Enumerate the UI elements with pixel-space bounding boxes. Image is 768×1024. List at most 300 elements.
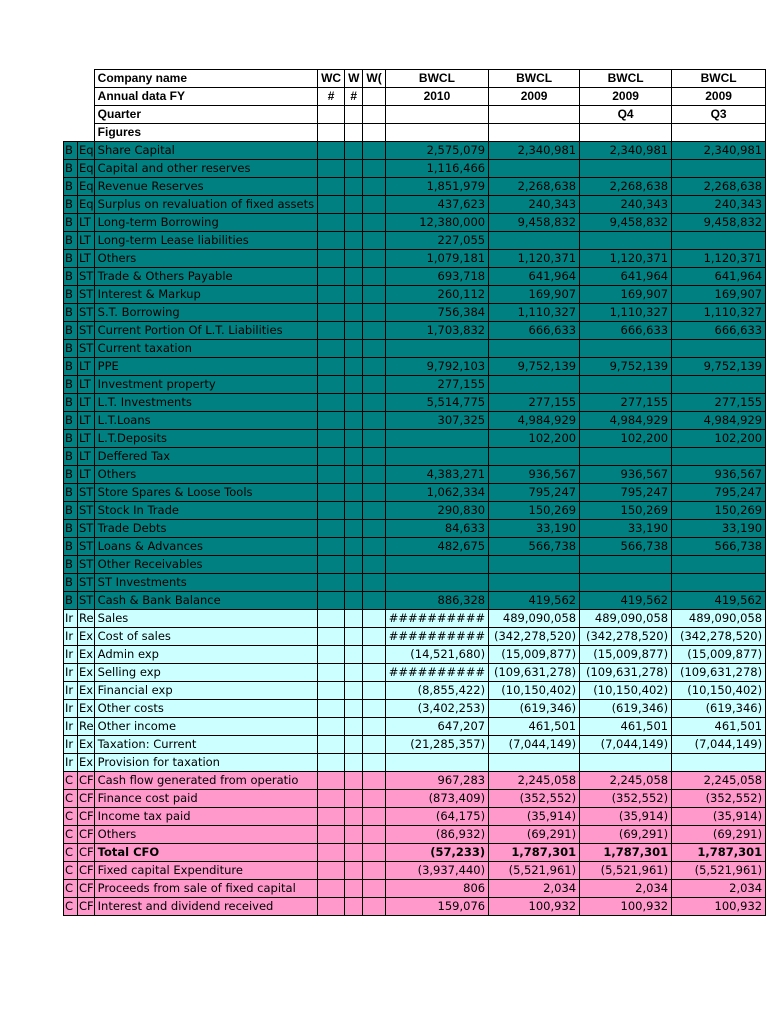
empty-cell[interactable] <box>363 538 385 556</box>
value-cell[interactable]: (35,914) <box>672 808 766 826</box>
column-header-cell[interactable] <box>385 106 488 124</box>
value-cell[interactable]: 1,851,979 <box>385 178 488 196</box>
empty-cell[interactable] <box>345 664 363 682</box>
value-cell[interactable]: 419,562 <box>672 592 766 610</box>
empty-cell[interactable] <box>363 520 385 538</box>
value-cell[interactable]: (15,009,877) <box>672 646 766 664</box>
narrow-header-cell[interactable] <box>363 124 385 142</box>
value-cell[interactable]: 461,501 <box>580 718 672 736</box>
empty-cell[interactable] <box>345 898 363 916</box>
value-cell[interactable]: 84,633 <box>385 520 488 538</box>
value-cell[interactable]: 9,458,832 <box>580 214 672 232</box>
value-cell[interactable]: 9,752,139 <box>672 358 766 376</box>
empty-cell[interactable] <box>345 232 363 250</box>
category-code-cell[interactable]: B <box>64 376 78 394</box>
empty-cell[interactable] <box>318 322 345 340</box>
empty-cell[interactable] <box>363 862 385 880</box>
value-cell[interactable]: 461,501 <box>672 718 766 736</box>
value-cell[interactable]: 1,110,327 <box>672 304 766 322</box>
value-cell[interactable]: (109,631,278) <box>672 664 766 682</box>
value-cell[interactable] <box>672 574 766 592</box>
empty-cell[interactable] <box>318 628 345 646</box>
empty-cell[interactable] <box>345 772 363 790</box>
empty-cell[interactable] <box>363 178 385 196</box>
header-label[interactable]: Figures <box>94 124 317 142</box>
value-cell[interactable]: 4,984,929 <box>489 412 580 430</box>
category-code-cell[interactable]: B <box>64 574 78 592</box>
value-cell[interactable]: 886,328 <box>385 592 488 610</box>
column-header-cell[interactable]: BWCL <box>385 70 488 88</box>
empty-cell[interactable] <box>345 160 363 178</box>
column-header-cell[interactable] <box>580 124 672 142</box>
empty-cell[interactable] <box>363 556 385 574</box>
subcategory-code-cell[interactable]: LT <box>78 430 95 448</box>
value-cell[interactable]: (619,346) <box>489 700 580 718</box>
empty-cell[interactable] <box>345 502 363 520</box>
category-code-cell[interactable]: B <box>64 484 78 502</box>
value-cell[interactable]: 2,245,058 <box>672 772 766 790</box>
empty-cell[interactable] <box>318 808 345 826</box>
line-item-label[interactable]: Stock In Trade <box>94 502 317 520</box>
value-cell[interactable]: 2,268,638 <box>580 178 672 196</box>
empty-cell[interactable] <box>345 250 363 268</box>
subcategory-code-cell[interactable]: LT <box>78 358 95 376</box>
value-cell[interactable]: 489,090,058 <box>672 610 766 628</box>
value-cell[interactable]: 9,752,139 <box>489 358 580 376</box>
value-cell[interactable]: 1,703,832 <box>385 322 488 340</box>
subcategory-code-cell[interactable]: Eq <box>78 178 95 196</box>
empty-cell[interactable] <box>345 340 363 358</box>
empty-cell[interactable] <box>363 268 385 286</box>
value-cell[interactable] <box>672 160 766 178</box>
value-cell[interactable]: 795,247 <box>672 484 766 502</box>
value-cell[interactable]: 100,932 <box>580 898 672 916</box>
category-code-cell[interactable]: B <box>64 142 78 160</box>
empty-cell[interactable] <box>318 736 345 754</box>
narrow-header-cell[interactable]: W( <box>363 70 385 88</box>
empty-cell[interactable] <box>363 160 385 178</box>
value-cell[interactable]: 693,718 <box>385 268 488 286</box>
value-cell[interactable]: 489,090,058 <box>489 610 580 628</box>
value-cell[interactable]: 2,340,981 <box>489 142 580 160</box>
empty-cell[interactable] <box>363 286 385 304</box>
value-cell[interactable]: (10,150,402) <box>489 682 580 700</box>
subcategory-code-cell[interactable]: LT <box>78 394 95 412</box>
subcategory-code-cell[interactable]: ST <box>78 592 95 610</box>
value-cell[interactable] <box>580 754 672 772</box>
empty-cell[interactable] <box>318 304 345 322</box>
subcategory-code-cell[interactable]: Eq <box>78 142 95 160</box>
value-cell[interactable]: 102,200 <box>672 430 766 448</box>
empty-cell[interactable] <box>363 682 385 700</box>
subcategory-code-cell[interactable]: ST <box>78 286 95 304</box>
column-header-cell[interactable]: BWCL <box>672 70 766 88</box>
line-item-label[interactable]: L.T.Loans <box>94 412 317 430</box>
value-cell[interactable]: 277,155 <box>672 394 766 412</box>
empty-cell[interactable] <box>318 376 345 394</box>
header-label[interactable]: Annual data FY <box>94 88 317 106</box>
empty-cell[interactable] <box>363 610 385 628</box>
empty-cell[interactable] <box>345 484 363 502</box>
category-code-cell[interactable]: C <box>64 844 78 862</box>
column-header-cell[interactable]: 2009 <box>489 88 580 106</box>
empty-cell[interactable] <box>345 556 363 574</box>
value-cell[interactable]: 9,458,832 <box>672 214 766 232</box>
value-cell[interactable]: 2,575,079 <box>385 142 488 160</box>
empty-cell[interactable] <box>318 610 345 628</box>
value-cell[interactable]: 419,562 <box>580 592 672 610</box>
empty-cell[interactable] <box>363 448 385 466</box>
value-cell[interactable]: 437,623 <box>385 196 488 214</box>
empty-cell[interactable] <box>345 466 363 484</box>
empty-cell[interactable] <box>345 520 363 538</box>
empty-cell[interactable] <box>318 898 345 916</box>
empty-cell[interactable] <box>363 844 385 862</box>
empty-cell[interactable] <box>318 358 345 376</box>
value-cell[interactable]: 756,384 <box>385 304 488 322</box>
value-cell[interactable]: 666,633 <box>672 322 766 340</box>
value-cell[interactable]: 795,247 <box>580 484 672 502</box>
value-cell[interactable]: 100,932 <box>489 898 580 916</box>
empty-cell[interactable] <box>345 214 363 232</box>
value-cell[interactable]: 5,514,775 <box>385 394 488 412</box>
category-code-cell[interactable]: C <box>64 826 78 844</box>
value-cell[interactable] <box>385 574 488 592</box>
value-cell[interactable] <box>385 430 488 448</box>
line-item-label[interactable]: Sales <box>94 610 317 628</box>
empty-cell[interactable] <box>318 448 345 466</box>
empty-cell[interactable] <box>363 502 385 520</box>
value-cell[interactable]: 2,245,058 <box>580 772 672 790</box>
line-item-label[interactable]: Selling exp <box>94 664 317 682</box>
line-item-label[interactable]: Provision for taxation <box>94 754 317 772</box>
empty-cell[interactable] <box>363 340 385 358</box>
value-cell[interactable] <box>580 556 672 574</box>
value-cell[interactable]: ########## <box>385 610 488 628</box>
value-cell[interactable]: 806 <box>385 880 488 898</box>
value-cell[interactable]: 1,062,334 <box>385 484 488 502</box>
column-header-cell[interactable] <box>672 124 766 142</box>
value-cell[interactable]: 9,792,103 <box>385 358 488 376</box>
value-cell[interactable]: 307,325 <box>385 412 488 430</box>
empty-cell[interactable] <box>345 394 363 412</box>
value-cell[interactable] <box>385 448 488 466</box>
value-cell[interactable]: (35,914) <box>580 808 672 826</box>
category-code-cell[interactable]: Ir <box>64 664 78 682</box>
value-cell[interactable]: 4,984,929 <box>672 412 766 430</box>
value-cell[interactable]: 2,034 <box>580 880 672 898</box>
narrow-header-cell[interactable]: # <box>345 88 363 106</box>
subcategory-code-cell[interactable]: Eq <box>78 196 95 214</box>
empty-cell[interactable] <box>345 826 363 844</box>
value-cell[interactable] <box>489 160 580 178</box>
subcategory-code-cell[interactable]: Ex <box>78 646 95 664</box>
empty-cell[interactable] <box>318 430 345 448</box>
value-cell[interactable]: 2,340,981 <box>580 142 672 160</box>
value-cell[interactable]: 1,787,301 <box>672 844 766 862</box>
column-header-cell[interactable] <box>385 124 488 142</box>
empty-cell[interactable] <box>345 412 363 430</box>
narrow-header-cell[interactable]: # <box>318 88 345 106</box>
value-cell[interactable]: 1,120,371 <box>489 250 580 268</box>
empty-cell[interactable] <box>318 844 345 862</box>
value-cell[interactable] <box>672 340 766 358</box>
empty-cell[interactable] <box>345 574 363 592</box>
empty-cell[interactable] <box>363 196 385 214</box>
value-cell[interactable]: 647,207 <box>385 718 488 736</box>
value-cell[interactable]: (619,346) <box>580 700 672 718</box>
empty-cell[interactable] <box>363 772 385 790</box>
empty-cell[interactable] <box>363 790 385 808</box>
value-cell[interactable]: 12,380,000 <box>385 214 488 232</box>
value-cell[interactable]: (69,291) <box>489 826 580 844</box>
value-cell[interactable]: 1,116,466 <box>385 160 488 178</box>
value-cell[interactable] <box>489 448 580 466</box>
line-item-label[interactable]: Current taxation <box>94 340 317 358</box>
line-item-label[interactable]: Trade & Others Payable <box>94 268 317 286</box>
subcategory-code-cell[interactable]: LT <box>78 232 95 250</box>
category-code-cell[interactable]: B <box>64 160 78 178</box>
empty-cell[interactable] <box>345 304 363 322</box>
value-cell[interactable]: 936,567 <box>672 466 766 484</box>
empty-cell[interactable] <box>318 718 345 736</box>
value-cell[interactable]: 240,343 <box>580 196 672 214</box>
empty-cell[interactable] <box>318 520 345 538</box>
category-code-cell[interactable]: B <box>64 232 78 250</box>
subcategory-code-cell[interactable]: ST <box>78 574 95 592</box>
subcategory-code-cell[interactable]: CF <box>78 880 95 898</box>
line-item-label[interactable]: PPE <box>94 358 317 376</box>
value-cell[interactable]: 159,076 <box>385 898 488 916</box>
value-cell[interactable] <box>385 556 488 574</box>
subcategory-code-cell[interactable]: LT <box>78 214 95 232</box>
subcategory-code-cell[interactable]: ST <box>78 556 95 574</box>
value-cell[interactable]: 1,110,327 <box>489 304 580 322</box>
empty-cell[interactable] <box>318 250 345 268</box>
value-cell[interactable]: 2,245,058 <box>489 772 580 790</box>
line-item-label[interactable]: Taxation: Current <box>94 736 317 754</box>
column-header-cell[interactable] <box>489 124 580 142</box>
line-item-label[interactable]: Revenue Reserves <box>94 178 317 196</box>
subcategory-code-cell[interactable]: LT <box>78 376 95 394</box>
empty-cell[interactable] <box>363 646 385 664</box>
empty-cell[interactable] <box>318 826 345 844</box>
category-code-cell[interactable]: B <box>64 592 78 610</box>
category-code-cell[interactable]: B <box>64 412 78 430</box>
empty-cell[interactable] <box>318 772 345 790</box>
narrow-header-cell[interactable] <box>345 124 363 142</box>
empty-cell[interactable] <box>345 610 363 628</box>
value-cell[interactable] <box>580 160 672 178</box>
empty-cell[interactable] <box>318 268 345 286</box>
category-code-cell[interactable]: B <box>64 538 78 556</box>
value-cell[interactable]: 2,340,981 <box>672 142 766 160</box>
value-cell[interactable]: 2,268,638 <box>489 178 580 196</box>
value-cell[interactable]: (64,175) <box>385 808 488 826</box>
category-code-cell[interactable]: C <box>64 772 78 790</box>
line-item-label[interactable]: L.T.Deposits <box>94 430 317 448</box>
empty-cell[interactable] <box>363 322 385 340</box>
value-cell[interactable]: 277,155 <box>489 394 580 412</box>
value-cell[interactable] <box>385 340 488 358</box>
category-code-cell[interactable]: B <box>64 268 78 286</box>
category-code-cell[interactable]: Ir <box>64 646 78 664</box>
value-cell[interactable]: 169,907 <box>580 286 672 304</box>
value-cell[interactable]: 100,932 <box>672 898 766 916</box>
empty-cell[interactable] <box>345 142 363 160</box>
value-cell[interactable]: 102,200 <box>580 430 672 448</box>
value-cell[interactable] <box>489 376 580 394</box>
category-code-cell[interactable]: Ir <box>64 628 78 646</box>
value-cell[interactable]: 2,034 <box>489 880 580 898</box>
value-cell[interactable]: (14,521,680) <box>385 646 488 664</box>
line-item-label[interactable]: Long-term Lease liabilities <box>94 232 317 250</box>
value-cell[interactable]: (352,552) <box>489 790 580 808</box>
value-cell[interactable]: 33,190 <box>489 520 580 538</box>
line-item-label[interactable]: Fixed capital Expenditure <box>94 862 317 880</box>
category-code-cell[interactable]: B <box>64 448 78 466</box>
subcategory-code-cell[interactable]: Ex <box>78 754 95 772</box>
empty-cell[interactable] <box>345 718 363 736</box>
category-code-cell[interactable]: B <box>64 466 78 484</box>
value-cell[interactable]: (8,855,422) <box>385 682 488 700</box>
value-cell[interactable]: 277,155 <box>580 394 672 412</box>
value-cell[interactable]: (69,291) <box>580 826 672 844</box>
empty-cell[interactable] <box>318 646 345 664</box>
narrow-header-cell[interactable] <box>363 106 385 124</box>
category-code-cell[interactable]: B <box>64 358 78 376</box>
value-cell[interactable]: 1,079,181 <box>385 250 488 268</box>
empty-cell[interactable] <box>345 790 363 808</box>
value-cell[interactable]: 461,501 <box>489 718 580 736</box>
subcategory-code-cell[interactable]: LT <box>78 466 95 484</box>
empty-cell[interactable] <box>363 304 385 322</box>
category-code-cell[interactable]: Ir <box>64 610 78 628</box>
subcategory-code-cell[interactable]: CF <box>78 826 95 844</box>
empty-cell[interactable] <box>345 754 363 772</box>
line-item-label[interactable]: Surplus on revaluation of fixed assets <box>94 196 317 214</box>
empty-cell[interactable] <box>318 340 345 358</box>
subcategory-code-cell[interactable]: Ex <box>78 700 95 718</box>
subcategory-code-cell[interactable]: CF <box>78 898 95 916</box>
value-cell[interactable] <box>489 574 580 592</box>
subcategory-code-cell[interactable]: CF <box>78 772 95 790</box>
subcategory-code-cell[interactable]: CF <box>78 844 95 862</box>
line-item-label[interactable]: Long-term Borrowing <box>94 214 317 232</box>
line-item-label[interactable]: Investment property <box>94 376 317 394</box>
empty-cell[interactable] <box>345 430 363 448</box>
value-cell[interactable] <box>489 232 580 250</box>
empty-cell[interactable] <box>363 574 385 592</box>
value-cell[interactable]: ########## <box>385 664 488 682</box>
narrow-header-cell[interactable] <box>318 106 345 124</box>
value-cell[interactable]: 666,633 <box>489 322 580 340</box>
empty-cell[interactable] <box>363 358 385 376</box>
empty-cell[interactable] <box>345 376 363 394</box>
value-cell[interactable]: 641,964 <box>672 268 766 286</box>
subcategory-code-cell[interactable]: CF <box>78 790 95 808</box>
line-item-label[interactable]: Share Capital <box>94 142 317 160</box>
value-cell[interactable]: (109,631,278) <box>489 664 580 682</box>
value-cell[interactable]: (35,914) <box>489 808 580 826</box>
empty-cell[interactable] <box>318 178 345 196</box>
value-cell[interactable]: 489,090,058 <box>580 610 672 628</box>
subcategory-code-cell[interactable]: LT <box>78 250 95 268</box>
value-cell[interactable]: 1,120,371 <box>580 250 672 268</box>
value-cell[interactable]: (5,521,961) <box>489 862 580 880</box>
empty-cell[interactable] <box>363 700 385 718</box>
value-cell[interactable]: 227,055 <box>385 232 488 250</box>
column-header-cell[interactable] <box>489 106 580 124</box>
value-cell[interactable]: (109,631,278) <box>580 664 672 682</box>
line-item-label[interactable]: Financial exp <box>94 682 317 700</box>
line-item-label[interactable]: Total CFO <box>94 844 317 862</box>
value-cell[interactable]: (69,291) <box>672 826 766 844</box>
value-cell[interactable]: ########## <box>385 628 488 646</box>
line-item-label[interactable]: Loans & Advances <box>94 538 317 556</box>
subcategory-code-cell[interactable]: ST <box>78 268 95 286</box>
line-item-label[interactable]: Capital and other reserves <box>94 160 317 178</box>
category-code-cell[interactable]: B <box>64 556 78 574</box>
empty-cell[interactable] <box>318 142 345 160</box>
empty-cell[interactable] <box>318 682 345 700</box>
value-cell[interactable]: (619,346) <box>672 700 766 718</box>
line-item-label[interactable]: Interest & Markup <box>94 286 317 304</box>
value-cell[interactable] <box>580 232 672 250</box>
empty-cell[interactable] <box>318 232 345 250</box>
value-cell[interactable]: 566,738 <box>580 538 672 556</box>
narrow-header-cell[interactable] <box>345 106 363 124</box>
empty-cell[interactable] <box>345 880 363 898</box>
value-cell[interactable]: 641,964 <box>489 268 580 286</box>
category-code-cell[interactable]: C <box>64 862 78 880</box>
value-cell[interactable]: (352,552) <box>672 790 766 808</box>
category-code-cell[interactable]: C <box>64 790 78 808</box>
value-cell[interactable]: 240,343 <box>672 196 766 214</box>
value-cell[interactable]: (7,044,149) <box>672 736 766 754</box>
empty-cell[interactable] <box>363 430 385 448</box>
empty-cell[interactable] <box>345 592 363 610</box>
column-header-cell[interactable]: 2009 <box>580 88 672 106</box>
narrow-header-cell[interactable] <box>363 88 385 106</box>
value-cell[interactable]: 9,458,832 <box>489 214 580 232</box>
value-cell[interactable] <box>580 340 672 358</box>
empty-cell[interactable] <box>318 556 345 574</box>
line-item-label[interactable]: Proceeds from sale of fixed capital <box>94 880 317 898</box>
line-item-label[interactable]: Finance cost paid <box>94 790 317 808</box>
value-cell[interactable]: 169,907 <box>489 286 580 304</box>
value-cell[interactable]: 4,984,929 <box>580 412 672 430</box>
category-code-cell[interactable]: B <box>64 178 78 196</box>
value-cell[interactable]: 795,247 <box>489 484 580 502</box>
value-cell[interactable] <box>672 232 766 250</box>
value-cell[interactable]: 150,269 <box>580 502 672 520</box>
empty-cell[interactable] <box>345 178 363 196</box>
subcategory-code-cell[interactable]: ST <box>78 322 95 340</box>
subcategory-code-cell[interactable]: Eq <box>78 160 95 178</box>
category-code-cell[interactable]: B <box>64 286 78 304</box>
category-code-cell[interactable]: Ir <box>64 736 78 754</box>
value-cell[interactable]: (15,009,877) <box>580 646 672 664</box>
value-cell[interactable]: 936,567 <box>489 466 580 484</box>
value-cell[interactable] <box>672 376 766 394</box>
category-code-cell[interactable]: C <box>64 898 78 916</box>
column-header-cell[interactable]: Q3 <box>672 106 766 124</box>
value-cell[interactable] <box>489 754 580 772</box>
empty-cell[interactable] <box>318 790 345 808</box>
category-code-cell[interactable]: Ir <box>64 754 78 772</box>
empty-cell[interactable] <box>363 664 385 682</box>
